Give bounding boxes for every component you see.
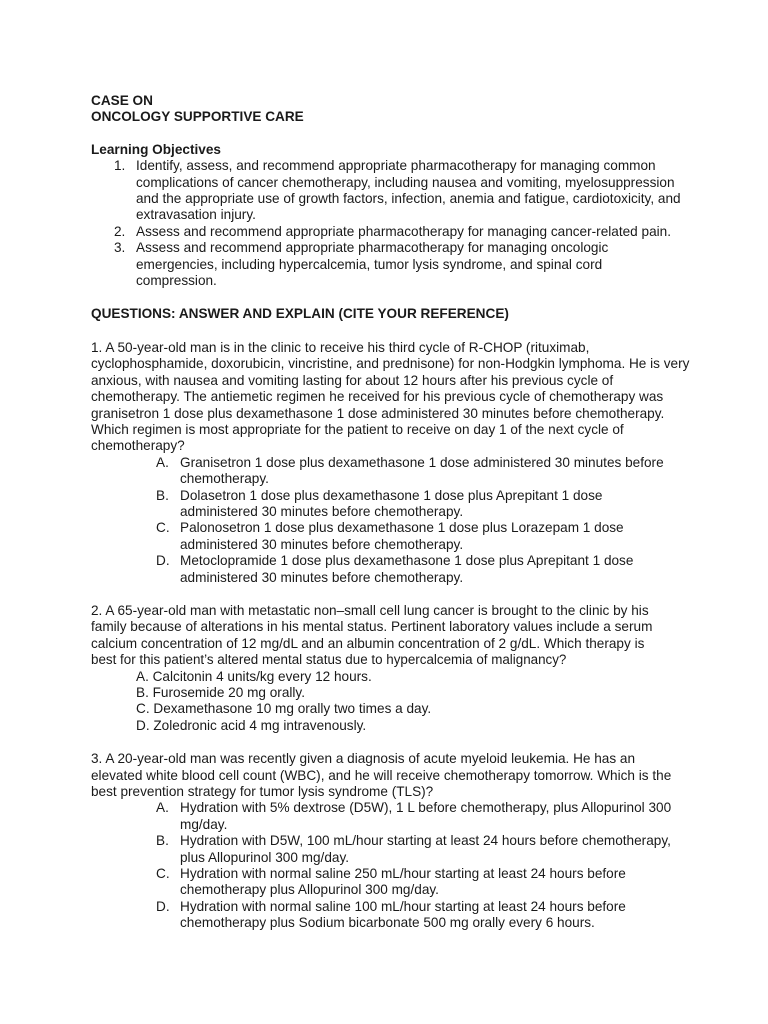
- spacer: [91, 289, 681, 306]
- question-3: [91, 751, 681, 931]
- objectives-title: Learning Objectives: [91, 141, 221, 157]
- option-text: Hydration with D5W, 100 mL/hour starting at least 24 hours before chemotherapy, plus Allopurinol 300 mg/day.: [180, 833, 671, 865]
- answer-option: [91, 833, 681, 866]
- objective-number: 2.: [114, 223, 126, 239]
- option-letter: A.: [156, 454, 169, 470]
- option-letter: B.: [156, 487, 169, 503]
- option-letter: C.: [156, 866, 170, 882]
- objective-number: 3.: [114, 240, 126, 256]
- answer-option: [91, 553, 681, 586]
- questions-title: QUESTIONS: ANSWER AND EXPLAIN (CITE YOUR REFERENCE): [91, 306, 509, 322]
- answer-options: [91, 669, 681, 735]
- option-text: Hydration with normal saline 100 mL/hour starting at least 24 hours before chemotherapy plus Sodium bicarbonate 500 mg orally every 6 hours.: [180, 898, 626, 931]
- objective-text: Assess and recommend appropriate pharmacotherapy for managing oncologic emergencies, including hypercalcemia, tumor lysis syndrome, and spinal cord compression.: [136, 240, 609, 289]
- option-letter: A.: [156, 800, 169, 816]
- spacer: [91, 734, 681, 751]
- answer-option: [91, 488, 681, 521]
- answer-option: [91, 800, 681, 833]
- objective-number: 1.: [114, 158, 126, 174]
- objective-item: [91, 240, 681, 289]
- question-stem: 3. A 20-year-old man was recently given a diagnosis of acute myeloid leukemia. He has an elevated white blood cell count (WBC), and he will receive chemotherapy tomorrow. Which is the best prevention strategy for tumor lysis syndrome (TLS)?: [91, 751, 672, 800]
- objective-text: Assess and recommend appropriate pharmacotherapy for managing cancer-related pain.: [136, 223, 671, 239]
- spacer: [91, 323, 681, 340]
- objective-item: [91, 158, 681, 224]
- answer-option: [91, 520, 681, 553]
- answer-option: C. Dexamethasone 10 mg orally two times a day.: [136, 701, 432, 717]
- objective-text: Identify, assess, and recommend appropriate pharmacotherapy for managing common complications of cancer chemotherapy, including nausea and vomiting, myelosuppression and the appropriate use of growth factors, infection, anemia and fatigue, cardiotoxicity, and extravasation injury.: [136, 158, 681, 223]
- option-text: Metoclopramide 1 dose plus dexamethasone 1 dose plus Aprepitant 1 dose administered 30 minutes before chemotherapy.: [180, 553, 634, 585]
- answer-options: [91, 800, 681, 931]
- question-1: [91, 339, 690, 586]
- objective-item: [91, 224, 681, 240]
- question-stem-continued: best for this patient’s altered mental status due to hypercalcemia of malignancy?: [91, 652, 567, 668]
- case-label: CASE ON: [91, 93, 153, 108]
- answer-option: [91, 899, 681, 932]
- option-letter: D.: [156, 553, 170, 569]
- answer-option: [91, 866, 681, 899]
- document-title: ONCOLOGY SUPPORTIVE CARE: [91, 109, 304, 125]
- spacer: [91, 586, 681, 603]
- option-text: Dolasetron 1 dose plus dexamethasone 1 dose plus Aprepitant 1 dose administered 30 minutes before chemotherapy.: [180, 487, 603, 519]
- answer-options: [91, 455, 681, 586]
- option-text: Hydration with 5% dextrose (D5W), 1 L before chemotherapy, plus Allopurinol 300 mg/day.: [180, 800, 672, 832]
- document-page: [91, 93, 690, 932]
- option-text: Granisetron 1 dose plus dexamethasone 1 dose administered 30 minutes before chemotherapy.: [180, 454, 664, 487]
- answer-option: A. Calcitonin 4 units/kg every 12 hours.: [136, 668, 372, 684]
- option-letter: B.: [156, 833, 169, 849]
- option-text: Palonosetron 1 dose plus dexamethasone 1 dose plus Lorazepam 1 dose administered 30 minutes before chemotherapy.: [180, 520, 624, 552]
- question-2: [91, 603, 681, 734]
- answer-option: [91, 455, 681, 488]
- option-letter: D.: [156, 898, 170, 914]
- objectives-list: [91, 158, 681, 289]
- question-stem: 1. A 50-year-old man is in the clinic to receive his third cycle of R-CHOP (rituximab, cyclophosphamide, doxorubicin, vincristine, and prednisone) for non-Hodgkin lymphoma. He is very anxious, with nausea and vomiting lasting for about 12 hours after his previous cycle of chemotherapy. The antiemetic regimen he received for his previous cycle of chemotherapy was granisetron 1 dose plus dexamethasone 1 dose administered 30 minutes before chemotherapy. Which regimen is most appropriate for the patient to receive on day 1 of the next cycle of chemotherapy?: [91, 339, 690, 454]
- answer-option: D. Zoledronic acid 4 mg intravenously.: [136, 717, 367, 733]
- answer-option: B. Furosemide 20 mg orally.: [136, 685, 305, 700]
- option-letter: C.: [156, 520, 170, 536]
- option-text: Hydration with normal saline 250 mL/hour starting at least 24 hours before chemotherapy plus Allopurinol 300 mg/day.: [180, 866, 626, 898]
- spacer: [91, 126, 681, 142]
- question-stem: 2. A 65-year-old man with metastatic non–small cell lung cancer is brought to the clinic by his family because of alterations in his mental status. Pertinent laboratory values include a serum calcium concentration of 12 mg/dL and an albumin concentration of 2 g/dL. Which therapy is: [91, 602, 653, 651]
